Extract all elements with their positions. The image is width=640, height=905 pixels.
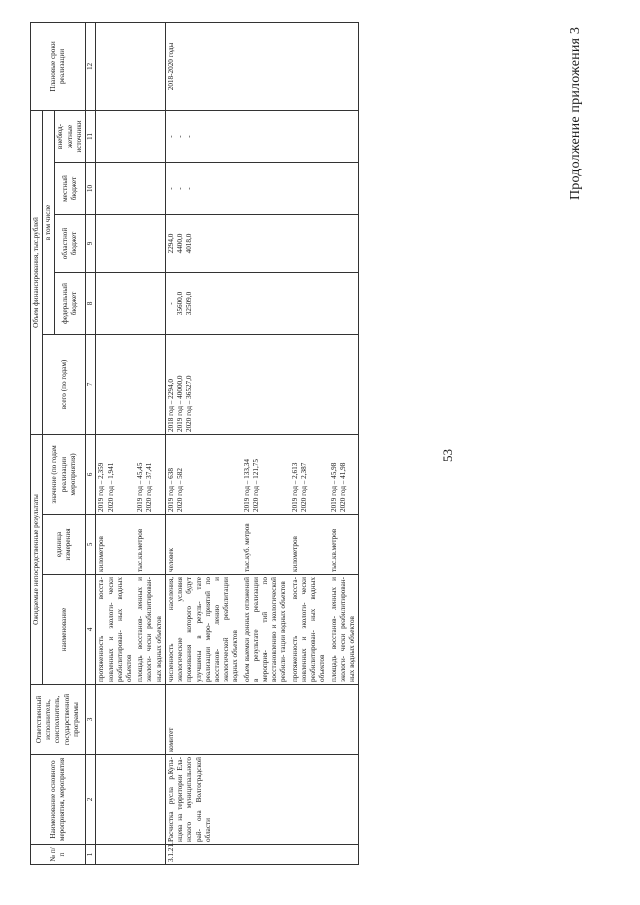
result-name: объем выемки донных отложений в результате реализации мероприя- тий по восстановлению и экологической реабили- тации водных объектов xyxy=(242,575,290,685)
col-number: 3 xyxy=(86,685,96,755)
col-number: 8 xyxy=(86,273,96,335)
table-row xyxy=(135,22,165,864)
col-number: 1 xyxy=(86,845,96,865)
header-regional: областной бюджет xyxy=(55,215,86,273)
result-unit: километров xyxy=(96,515,135,575)
col-number: 5 xyxy=(86,515,96,575)
executor: комитет xyxy=(165,685,241,755)
table-row xyxy=(290,22,329,864)
result-values: 2019 год – 2,613 2020 год – 2,387 xyxy=(290,435,329,515)
header-expected-results: Ожидаемые непосредственные результаты xyxy=(31,435,43,685)
page-number: 53 xyxy=(440,449,455,462)
result-name: протяженность восста- новленных и экологи- чески реабилитирован- ных водных объектов xyxy=(96,575,135,685)
header-name: Наименование основного мероприятия, мероприятия xyxy=(31,755,86,845)
result-unit: человек xyxy=(165,515,241,575)
result-values: 2019 год – 45,98 2020 год – 41,98 xyxy=(329,435,359,515)
planned-terms: 2018-2020 годы xyxy=(165,22,241,110)
result-values: 2019 год – 133,34 2020 год – 121,75 xyxy=(242,435,290,515)
result-unit: тыс.кв.метров xyxy=(329,515,359,575)
header-res-name: наименование xyxy=(43,575,86,685)
table-row xyxy=(165,22,241,864)
result-unit: тыс.куб. метров xyxy=(242,515,290,575)
regional-budget: 2294,0 4400,0 4018,0 xyxy=(165,215,241,273)
header-incl: в том числе xyxy=(43,110,55,334)
result-name: численность населения, экологические условия проживания которого будут улучшены в резуль- тате реализации меро- приятий по восстанов- лению и экологической реабилитации водных объектов xyxy=(165,575,241,685)
header-res-value: значение (по годам реализации мероприятия) xyxy=(43,435,86,515)
result-name: площадь восстанов- ленных и экологи- чески реабилитирован- ных водных объектов xyxy=(329,575,359,685)
header-row-1 xyxy=(31,22,43,864)
continuation-heading: Продолжение приложения 3 xyxy=(568,26,583,200)
table-row xyxy=(329,22,359,864)
result-values: 2019 год – 2,359 2020 год – 1,941 xyxy=(96,435,135,515)
header-total: всего (по годам) xyxy=(43,335,86,435)
result-unit: тыс.кв.метров xyxy=(135,515,165,575)
result-name: протяженность восста- новленных и экологи- чески реабилитирован- ных водных объектов xyxy=(290,575,329,685)
col-number: 9 xyxy=(86,215,96,273)
row-number: 3.1.21. xyxy=(165,845,241,865)
col-number: 4 xyxy=(86,575,96,685)
header-local: местный бюджет xyxy=(55,163,86,215)
col-number: 11 xyxy=(86,110,96,162)
offbudget-sources: - - - xyxy=(165,110,241,162)
local-budget: - - - xyxy=(165,163,241,215)
result-values: 2019 год – 45,45 2020 год – 37,41 xyxy=(135,435,165,515)
result-unit: километров xyxy=(290,515,329,575)
col-number: 10 xyxy=(86,163,96,215)
table-row xyxy=(96,22,135,864)
col-number: 12 xyxy=(86,22,96,110)
header-executor: Ответственный исполнитель, соисполнитель, государственной программы xyxy=(31,685,86,755)
header-federal: федеральный бюджет xyxy=(55,273,86,335)
total-by-years: 2018 год – 2294,0 2019 год – 40000,0 2020 год – 36527,0 xyxy=(165,335,241,435)
header-financing: Объем финансирования, тыс.рублей xyxy=(31,110,43,434)
header-res-unit: единица измерения xyxy=(43,515,86,575)
col-number: 6 xyxy=(86,435,96,515)
column-number-row xyxy=(86,22,96,864)
result-values: 2019 год – 638 2020 год – 582 xyxy=(165,435,241,515)
result-name: площадь восстанов- ленных и экологи- чески реабилитирован- ных водных объектов xyxy=(135,575,165,685)
measure-name: Расчистка русла р.Купа- нцева на территории Ела- нского муниципального рай- она Волгоградской области xyxy=(165,755,241,845)
col-number: 2 xyxy=(86,755,96,845)
federal-budget: - 35600,0 32509,0 xyxy=(165,273,241,335)
header-no: № п/п xyxy=(31,845,86,865)
program-table xyxy=(30,22,359,865)
col-number: 7 xyxy=(86,335,96,435)
header-offbudget: внебюд- жетные источники xyxy=(55,110,86,162)
header-terms: Плановые сроки реализации xyxy=(31,22,86,110)
table-row xyxy=(242,22,290,864)
